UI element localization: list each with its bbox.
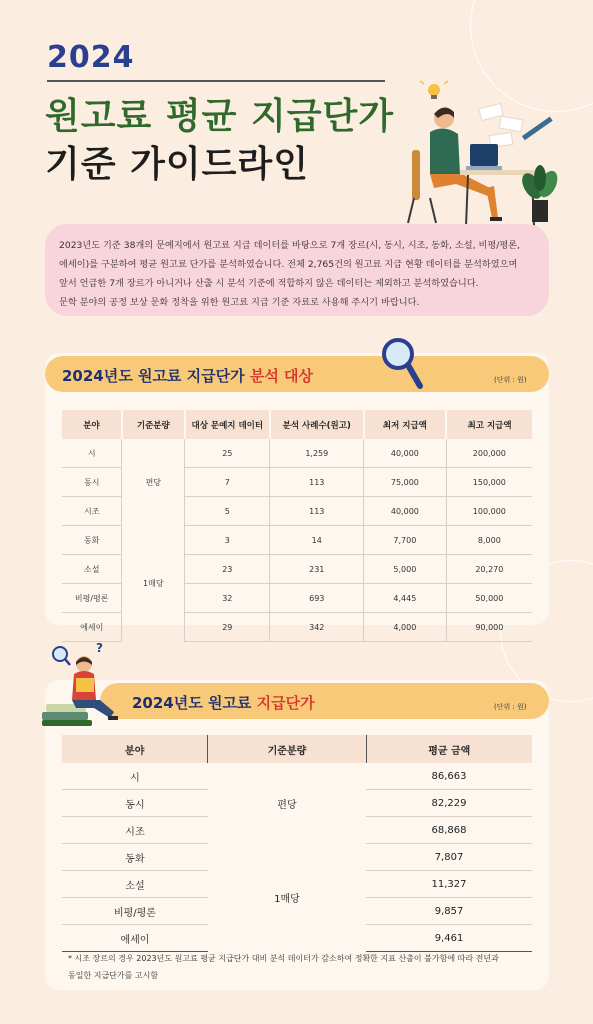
unit-basis-cell: 1매당 <box>274 894 300 905</box>
magnifier-icon <box>378 336 424 392</box>
genre-cell: 동시 <box>62 468 122 497</box>
case-count-cell: 113 <box>270 497 364 526</box>
page-subtitle: 기준 가이드라인 <box>45 144 309 185</box>
table-row <box>62 844 532 871</box>
average-amount-cell: 9,461 <box>366 925 532 952</box>
genre-cell: 시조 <box>62 817 208 844</box>
genre-cell: 비평/평론 <box>62 898 208 925</box>
reader-with-books-illustration <box>38 640 128 730</box>
column-header: 최고 지급액 <box>446 410 532 439</box>
genre-cell: 동시 <box>62 790 208 817</box>
title-divider <box>47 80 385 82</box>
average-amount-cell: 68,868 <box>366 817 532 844</box>
case-count-cell: 14 <box>270 526 364 555</box>
genre-cell: 비평/평론 <box>62 584 122 613</box>
max-amount-cell: 100,000 <box>446 497 532 526</box>
genre-cell: 소설 <box>62 555 122 584</box>
section-title-highlight: 분석 대상 <box>249 367 314 385</box>
column-header: 최저 지급액 <box>364 410 447 439</box>
intro-line: 에세이)를 구분하여 평균 원고료 단가를 분석하였습니다. 전체 2,765건의 원고료 지급 현황 데이터를 분석하였으며 <box>59 259 518 270</box>
max-amount-cell: 8,000 <box>446 526 532 555</box>
journal-count-cell: 5 <box>185 497 270 526</box>
table-row <box>62 763 532 790</box>
unit-label: (단위 : 원) <box>494 376 527 384</box>
journal-count-cell: 32 <box>185 584 270 613</box>
section-title-text: 2024년도 원고료 지급단가 <box>62 367 250 385</box>
genre-cell: 동화 <box>62 526 122 555</box>
genre-cell: 시 <box>62 439 122 468</box>
intro-description <box>45 224 549 316</box>
svg-text:?: ? <box>96 641 103 655</box>
min-amount-cell: 75,000 <box>364 468 447 497</box>
column-header: 대상 문예지 데이터 <box>185 410 270 439</box>
average-amount-cell: 9,857 <box>366 898 532 925</box>
case-count-cell: 693 <box>270 584 364 613</box>
year-label: 2024 <box>47 40 135 75</box>
intro-line: 2023년도 기준 38개의 문예지에서 원고료 지급 데이터를 바탕으로 7개 장르(시, 동시, 시조, 동화, 소설, 비평/평론, <box>59 240 521 251</box>
column-header: 분야 <box>62 410 122 439</box>
case-count-cell: 1,259 <box>270 439 364 468</box>
writer-at-desk-illustration <box>400 78 570 228</box>
average-amount-cell: 11,327 <box>366 871 532 898</box>
genre-cell: 에세이 <box>62 925 208 952</box>
section-title-analysis-target <box>62 365 313 386</box>
section-title-text: 2024년도 원고료 <box>132 694 257 712</box>
min-amount-cell: 5,000 <box>364 555 447 584</box>
unit-basis-cell: 편당 <box>277 799 297 811</box>
journal-count-cell: 23 <box>185 555 270 584</box>
min-amount-cell: 40,000 <box>364 497 447 526</box>
journal-count-cell: 3 <box>185 526 270 555</box>
unit-label: (단위 : 원) <box>494 703 527 711</box>
table-row <box>62 439 532 468</box>
journal-count-cell: 25 <box>185 439 270 468</box>
case-count-cell: 342 <box>270 613 364 642</box>
max-amount-cell: 20,270 <box>446 555 532 584</box>
average-amount-cell: 7,807 <box>366 844 532 871</box>
column-header: 분석 사례수(원고) <box>270 410 364 439</box>
case-count-cell: 113 <box>270 468 364 497</box>
analysis-target-table <box>62 410 532 642</box>
section-title-highlight: 지급단가 <box>256 694 315 712</box>
column-header: 기준분량 <box>208 735 366 763</box>
max-amount-cell: 150,000 <box>446 468 532 497</box>
min-amount-cell: 4,000 <box>364 613 447 642</box>
column-header: 평균 금액 <box>366 735 532 763</box>
table-header-row <box>62 735 532 763</box>
intro-line: 앞서 언급한 7개 장르가 아니거나 산출 시 분석 기준에 적합하지 않은 데이터는 제외하고 분석하였습니다. <box>59 278 479 289</box>
genre-cell: 소설 <box>62 871 208 898</box>
footnote-line: 동일한 지급단가를 고시함 <box>68 971 159 980</box>
journal-count-cell: 29 <box>185 613 270 642</box>
max-amount-cell: 200,000 <box>446 439 532 468</box>
case-count-cell: 231 <box>270 555 364 584</box>
max-amount-cell: 50,000 <box>446 584 532 613</box>
page-title: 원고료 평균 지급단가 <box>45 96 395 137</box>
footnote <box>68 950 538 984</box>
min-amount-cell: 4,445 <box>364 584 447 613</box>
genre-cell: 시 <box>62 763 208 790</box>
genre-cell: 에세이 <box>62 613 122 642</box>
average-rate-table <box>62 735 532 952</box>
unit-basis-cell: 편당 <box>122 439 185 526</box>
table-header-row <box>62 410 532 439</box>
journal-count-cell: 7 <box>185 468 270 497</box>
max-amount-cell: 90,000 <box>446 613 532 642</box>
footnote-line: * 시조 장르의 경우 2023년도 원고료 평균 지급단가 대비 분석 데이터가 감소하여 정확한 지표 산출이 불가함에 따라 전년과 <box>68 954 499 963</box>
genre-cell: 시조 <box>62 497 122 526</box>
column-header: 기준분량 <box>122 410 185 439</box>
min-amount-cell: 7,700 <box>364 526 447 555</box>
unit-basis-cell: 1매당 <box>122 526 185 642</box>
average-amount-cell: 86,663 <box>366 763 532 790</box>
table-row <box>62 526 532 555</box>
genre-cell: 동화 <box>62 844 208 871</box>
intro-line: 문학 분야의 공정 보상 문화 정착을 위한 원고료 지급 기준 자료로 사용해 주시기 바랍니다. <box>59 297 420 308</box>
average-amount-cell: 82,229 <box>366 790 532 817</box>
min-amount-cell: 40,000 <box>364 439 447 468</box>
column-header: 분야 <box>62 735 208 763</box>
section-title-average-rate <box>132 692 315 713</box>
